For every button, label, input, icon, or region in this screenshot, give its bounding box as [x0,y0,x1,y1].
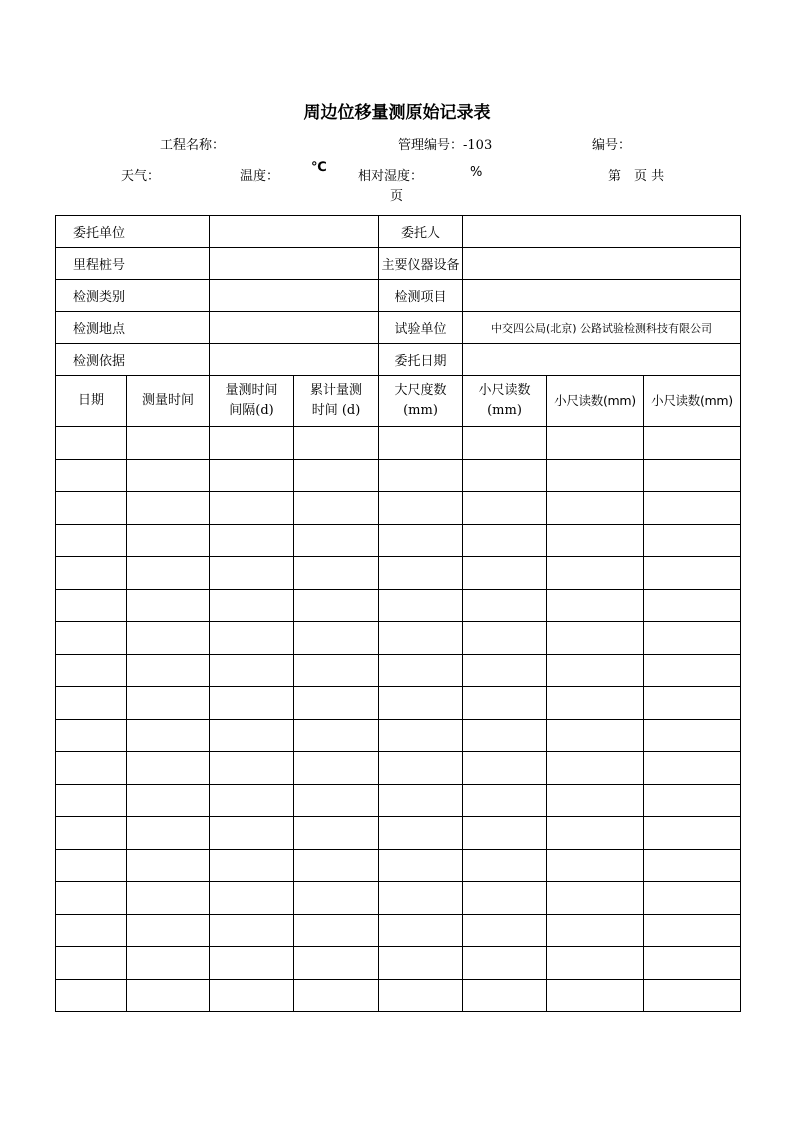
table-cell[interactable] [547,882,644,915]
table-cell[interactable] [463,914,547,947]
info-label-client-person: 委托人 [379,216,463,248]
column-header-measure-time: 测量时间 [127,376,210,427]
table-row [56,784,741,817]
table-cell[interactable] [294,492,379,525]
column-header-small-scale-3: 小尺读数(mm) [644,376,741,427]
table-cell[interactable] [127,622,210,655]
table-cell[interactable] [379,752,463,785]
table-cell[interactable] [56,784,127,817]
table-cell[interactable] [210,654,294,687]
table-cell[interactable] [127,752,210,785]
table-cell[interactable] [644,557,741,590]
number-label: 编号： [592,138,632,153]
table-cell[interactable] [56,914,127,947]
table-cell[interactable] [210,557,294,590]
table-cell[interactable] [463,459,547,492]
info-value-equipment[interactable] [463,248,741,280]
table-row [56,947,741,980]
table-cell[interactable] [127,947,210,980]
info-row [56,248,741,280]
table-cell[interactable] [127,492,210,525]
table-cell[interactable] [644,752,741,785]
table-cell[interactable] [210,914,294,947]
table-cell[interactable] [294,784,379,817]
table-cell[interactable] [127,979,210,1012]
table-cell[interactable] [127,557,210,590]
table-cell[interactable] [547,654,644,687]
table-cell[interactable] [379,557,463,590]
table-cell[interactable] [379,947,463,980]
table-cell[interactable] [463,654,547,687]
table-cell[interactable] [56,459,127,492]
info-row [56,344,741,376]
table-cell[interactable] [210,947,294,980]
info-label-chainage: 里程桩号 [56,248,210,280]
table-cell[interactable] [379,427,463,460]
table-cell[interactable] [294,622,379,655]
table-cell[interactable] [547,492,644,525]
table-cell[interactable] [210,524,294,557]
info-row [56,216,741,248]
table-cell[interactable] [379,687,463,720]
table-cell[interactable] [379,622,463,655]
table-cell[interactable] [56,687,127,720]
table-cell[interactable] [127,849,210,882]
humidity-unit: % [470,165,483,180]
table-cell[interactable] [644,784,741,817]
document-title: 周边位移量测原始记录表 [303,103,491,123]
table-cell[interactable] [547,589,644,622]
management-number-value: -103 [463,138,493,153]
info-value-chainage[interactable] [210,248,379,280]
table-cell[interactable] [56,882,127,915]
table-cell[interactable] [379,719,463,752]
table-cell[interactable] [56,427,127,460]
table-row [56,492,741,525]
column-header-small-scale-1: 小尺读数 (mm) [463,376,547,427]
table-cell[interactable] [644,459,741,492]
table-cell[interactable] [463,882,547,915]
table-cell[interactable] [127,654,210,687]
table-cell[interactable] [294,524,379,557]
table-cell[interactable] [463,784,547,817]
table-cell[interactable] [379,459,463,492]
table-cell[interactable] [294,882,379,915]
table-cell[interactable] [56,622,127,655]
table-cell[interactable] [56,557,127,590]
table-cell[interactable] [644,719,741,752]
table-row [56,817,741,850]
table-cell[interactable] [127,719,210,752]
table-cell[interactable] [379,817,463,850]
table-row [56,427,741,460]
table-cell[interactable] [294,914,379,947]
weather-label: 天气： [121,169,161,184]
table-cell[interactable] [294,557,379,590]
table-cell[interactable] [379,914,463,947]
management-number-field [398,134,492,153]
info-row [56,312,741,344]
table-cell[interactable] [463,427,547,460]
table-cell[interactable] [379,589,463,622]
table-row [56,557,741,590]
table-cell[interactable] [463,979,547,1012]
table-cell[interactable] [379,784,463,817]
info-section [56,216,741,376]
table-cell[interactable] [294,459,379,492]
table-cell[interactable] [644,524,741,557]
table-cell[interactable] [547,752,644,785]
info-value-client[interactable] [210,216,379,248]
info-value-test-basis[interactable] [210,344,379,376]
info-label-test-unit: 试验单位 [379,312,463,344]
table-cell[interactable] [127,687,210,720]
column-header-large-scale: 大尺度数 (mm) [379,376,463,427]
table-cell[interactable] [463,849,547,882]
table-cell[interactable] [210,784,294,817]
management-number-label: 管理编号： [398,138,464,153]
column-header-small-scale-2: 小尺读数(mm) [547,376,644,427]
table-cell[interactable] [547,427,644,460]
table-cell[interactable] [379,882,463,915]
table-cell[interactable] [294,687,379,720]
humidity-label: 相对湿度： [358,169,424,184]
table-cell[interactable] [127,784,210,817]
table-cell[interactable] [547,622,644,655]
table-cell[interactable] [463,687,547,720]
table-cell[interactable] [294,752,379,785]
info-label-test-location: 检测地点 [56,312,210,344]
table-cell[interactable] [56,654,127,687]
info-label-equipment: 主要仪器设备 [379,248,463,280]
table-row [56,622,741,655]
table-cell[interactable] [644,622,741,655]
table-cell[interactable] [379,524,463,557]
table-cell[interactable] [210,427,294,460]
page-label-suffix: 页 [390,189,404,204]
table-cell[interactable] [56,817,127,850]
info-value-client-person[interactable] [463,216,741,248]
info-value-test-item[interactable] [463,280,741,312]
info-value-test-location[interactable] [210,312,379,344]
table-row [56,654,741,687]
table-cell[interactable] [463,622,547,655]
table-cell[interactable] [127,427,210,460]
table-cell[interactable] [463,524,547,557]
temperature-unit: ℃ [311,160,327,175]
data-section [56,376,741,1012]
table-cell[interactable] [210,492,294,525]
table-cell[interactable] [644,914,741,947]
table-cell[interactable] [379,492,463,525]
info-value-test-category[interactable] [210,280,379,312]
column-header-interval: 量测时间 间隔(d) [210,376,294,427]
table-cell[interactable] [644,849,741,882]
info-label-client: 委托单位 [56,216,210,248]
table-cell[interactable] [547,784,644,817]
table-row [56,719,741,752]
table-row [56,459,741,492]
table-cell[interactable] [644,882,741,915]
table-cell[interactable] [56,719,127,752]
table-cell[interactable] [547,947,644,980]
table-cell[interactable] [547,687,644,720]
table-cell[interactable] [127,459,210,492]
table-cell[interactable] [56,492,127,525]
table-cell[interactable] [547,459,644,492]
info-value-test-unit[interactable]: 中交四公局(北京) 公路试验检测科技有限公司 [463,312,741,344]
table-cell[interactable] [644,817,741,850]
info-label-test-category: 检测类别 [56,280,210,312]
table-cell[interactable] [294,589,379,622]
table-row [56,979,741,1012]
table-row [56,589,741,622]
table-row [56,882,741,915]
table-cell[interactable] [294,427,379,460]
table-cell[interactable] [644,654,741,687]
table-row [56,914,741,947]
table-row [56,524,741,557]
table-cell[interactable] [547,849,644,882]
project-name-label: 工程名称： [160,138,226,153]
table-cell[interactable] [463,492,547,525]
table-cell[interactable] [379,654,463,687]
table-cell[interactable] [210,979,294,1012]
table-cell[interactable] [294,947,379,980]
info-value-commission-date[interactable] [463,344,741,376]
table-cell[interactable] [127,524,210,557]
table-cell[interactable] [644,427,741,460]
column-header-cumulative-time: 累计量测 时间 (d) [294,376,379,427]
table-row [56,849,741,882]
table-cell[interactable] [127,882,210,915]
table-cell[interactable] [56,979,127,1012]
temperature-label: 温度： [240,169,280,184]
table-cell[interactable] [56,752,127,785]
table-cell[interactable] [463,589,547,622]
record-table [55,215,741,1012]
page-label: 第 页 共 [608,169,665,184]
table-cell[interactable] [547,914,644,947]
column-header-row [56,376,741,427]
table-cell[interactable] [56,947,127,980]
info-label-commission-date: 委托日期 [379,344,463,376]
column-header-date: 日期 [56,376,127,427]
info-label-test-item: 检测项目 [379,280,463,312]
table-cell[interactable] [547,524,644,557]
table-cell[interactable] [463,557,547,590]
info-row [56,280,741,312]
table-cell[interactable] [294,817,379,850]
table-cell[interactable] [547,979,644,1012]
table-cell[interactable] [379,979,463,1012]
table-cell[interactable] [463,752,547,785]
table-cell[interactable] [127,817,210,850]
table-cell[interactable] [644,492,741,525]
table-cell[interactable] [210,459,294,492]
table-cell[interactable] [463,719,547,752]
table-cell[interactable] [463,817,547,850]
table-cell[interactable] [644,979,741,1012]
table-cell[interactable] [210,622,294,655]
table-row [56,687,741,720]
table-cell[interactable] [127,589,210,622]
table-cell[interactable] [210,882,294,915]
table-cell[interactable] [294,979,379,1012]
table-cell[interactable] [644,687,741,720]
table-cell[interactable] [56,849,127,882]
table-cell[interactable] [210,589,294,622]
table-cell[interactable] [547,719,644,752]
table-cell[interactable] [210,687,294,720]
table-cell[interactable] [547,817,644,850]
table-cell[interactable] [379,849,463,882]
table-cell[interactable] [294,719,379,752]
table-cell[interactable] [210,849,294,882]
table-cell[interactable] [547,557,644,590]
table-cell[interactable] [210,817,294,850]
table-cell[interactable] [463,947,547,980]
table-row [56,752,741,785]
table-cell[interactable] [127,914,210,947]
table-cell[interactable] [210,719,294,752]
table-cell[interactable] [294,654,379,687]
table-cell[interactable] [644,589,741,622]
table-cell[interactable] [210,752,294,785]
table-cell[interactable] [294,849,379,882]
table-cell[interactable] [56,524,127,557]
table-cell[interactable] [644,947,741,980]
info-label-test-basis: 检测依据 [56,344,210,376]
table-cell[interactable] [56,589,127,622]
